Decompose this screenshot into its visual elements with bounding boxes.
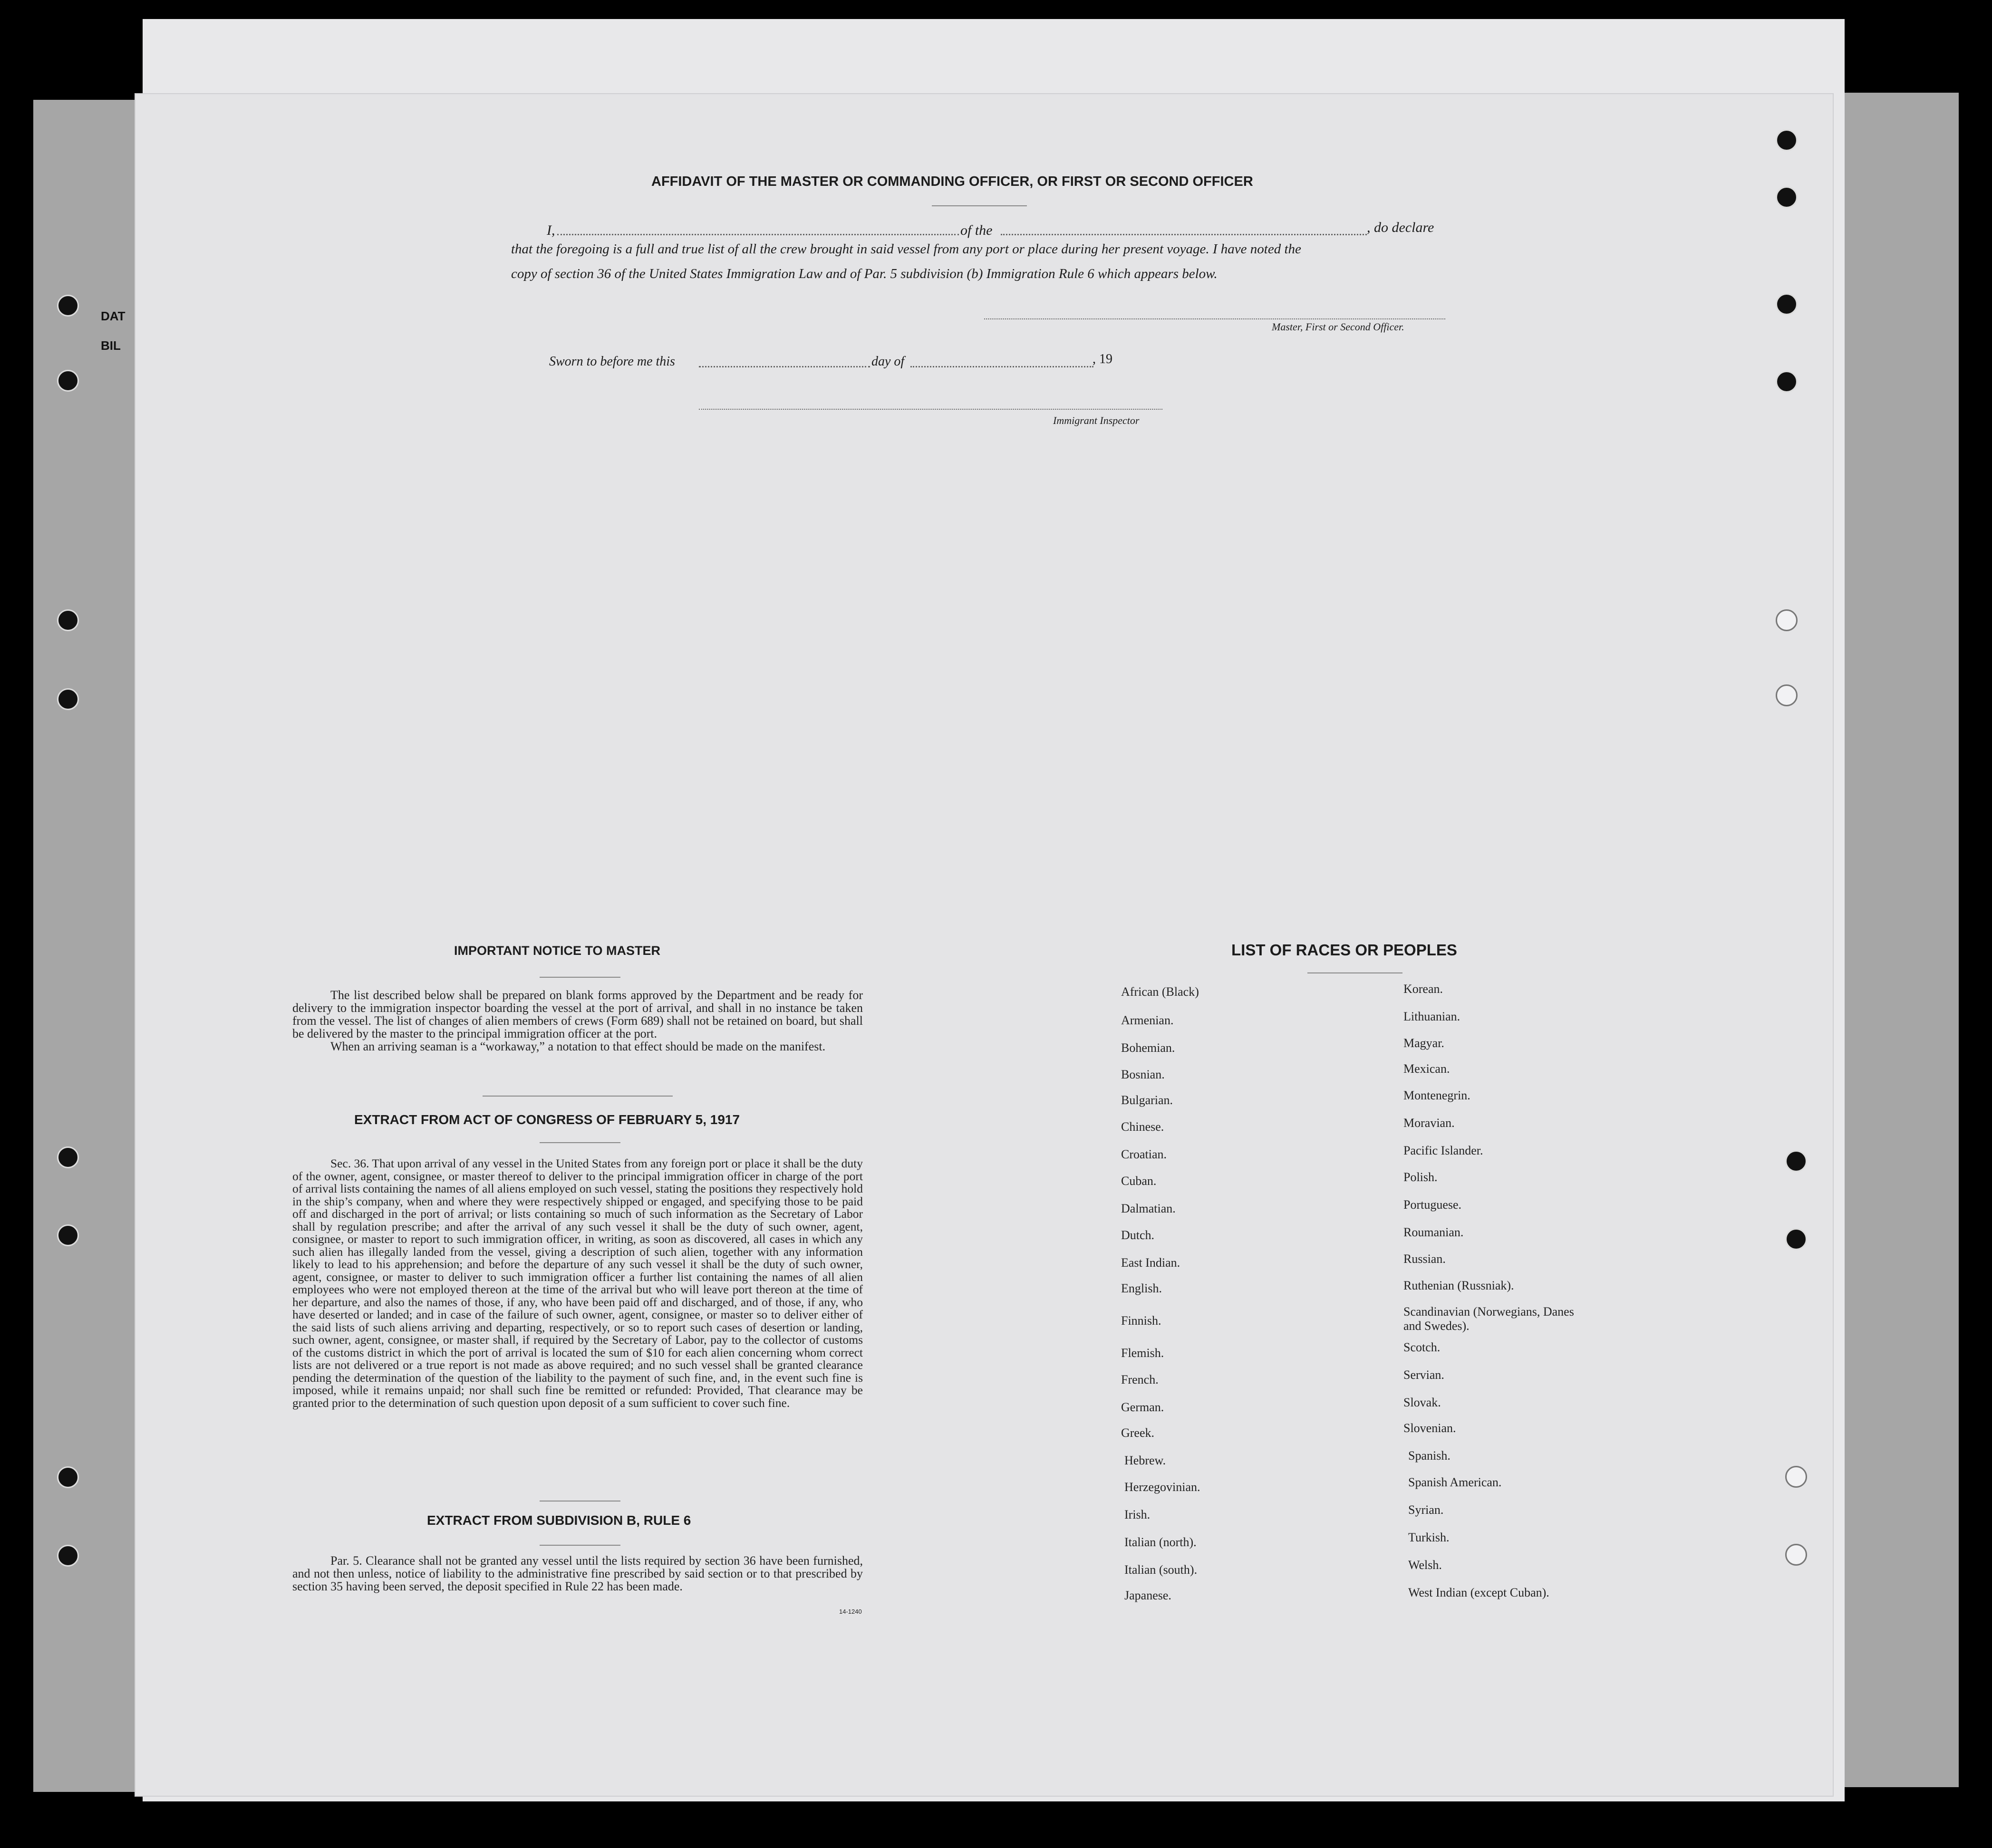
binder-right-edge: [1845, 93, 1959, 1787]
master-signature-field[interactable]: [984, 318, 1445, 319]
binder-hole-icon: [57, 1146, 79, 1168]
race-item: Chinese.: [1121, 1120, 1164, 1134]
extract-rule-divider: [540, 1501, 620, 1502]
affidavit-title: AFFIDAVIT OF THE MASTER OR COMMANDING OFFICER, OR FIRST OR SECOND OFFICER: [651, 174, 1253, 189]
edge-tab-text-1: DAT: [101, 309, 126, 323]
binder-hole-icon: [57, 370, 79, 392]
race-item: Dalmatian.: [1121, 1202, 1176, 1215]
binder-hole-icon: [1785, 1544, 1807, 1566]
binder-hole-icon: [1776, 371, 1798, 393]
notice-paragraph-2: When an arriving seaman is a “workaway,” a notation to that effect should be made on the manifest.: [330, 1040, 826, 1053]
master-signature-label: Master, First or Second Officer.: [1272, 321, 1404, 333]
race-item: Korean.: [1403, 982, 1443, 996]
binder-hole-icon: [57, 609, 79, 631]
form-number: 14-1240: [839, 1608, 862, 1615]
master-name-field[interactable]: [557, 234, 959, 235]
race-item: Scotch.: [1403, 1340, 1441, 1354]
binder-hole-icon: [57, 1545, 79, 1567]
race-item: African (Black): [1121, 985, 1199, 999]
race-item: Herzegovinian.: [1124, 1480, 1200, 1494]
race-item: Spanish American.: [1408, 1475, 1502, 1489]
race-item: Welsh.: [1408, 1558, 1442, 1572]
affidavit-title-rule: [932, 205, 1027, 206]
races-title: LIST OF RACES OR PEOPLES: [1231, 941, 1457, 959]
affidavit-line-3: copy of section 36 of the United States Immigration Law and of Par. 5 subdivision (b) Immigration Rule 6 which appears below.: [511, 266, 1218, 281]
race-item: Bosnian.: [1121, 1068, 1165, 1081]
inspector-label: Immigrant Inspector: [1053, 414, 1140, 426]
sworn-day-field[interactable]: [699, 366, 870, 367]
race-item: English.: [1121, 1281, 1162, 1295]
affidavit-i-label: I,: [547, 222, 555, 238]
race-item: Bulgarian.: [1121, 1093, 1173, 1107]
race-item: Finnish.: [1121, 1314, 1161, 1328]
extract-act-title: EXTRACT FROM ACT OF CONGRESS OF FEBRUARY 5, 1917: [354, 1112, 740, 1127]
binder-hole-icon: [1776, 129, 1798, 151]
race-item: Magyar.: [1403, 1036, 1444, 1050]
race-item: Mexican.: [1403, 1062, 1450, 1076]
extract-rule-text: [292, 1554, 863, 1593]
notice-paragraph-1: The list described below shall be prepared on blank forms approved by the Department and be ready for delivery to the immigration inspector boarding the vessel at the port of arrival, and shall in no instance be taken from the vessel. The list of changes of alien members of crews (Form 689) shall not be retained on board, but shall be delivered by the master to the principal immigration officer at the port.: [292, 988, 863, 1040]
vessel-name-field[interactable]: [1001, 234, 1367, 235]
notice-title: IMPORTANT NOTICE TO MASTER: [454, 943, 660, 958]
race-item: Pacific Islander.: [1403, 1144, 1483, 1157]
binder-hole-icon: [1776, 684, 1798, 706]
binder-hole-icon: [1785, 1466, 1807, 1488]
race-item: Slovenian.: [1403, 1421, 1456, 1435]
notice-title-rule: [540, 977, 620, 978]
race-item: French.: [1121, 1373, 1159, 1386]
race-item: Bohemian.: [1121, 1041, 1175, 1055]
race-item: Polish.: [1403, 1170, 1438, 1184]
race-item: Irish.: [1124, 1508, 1151, 1521]
race-item: West Indian (except Cuban).: [1408, 1586, 1549, 1599]
race-item: Japanese.: [1124, 1588, 1171, 1602]
sworn-month-field[interactable]: [910, 366, 1093, 367]
inspector-signature-field[interactable]: [699, 409, 1162, 410]
race-item: Servian.: [1403, 1368, 1444, 1382]
race-item: Flemish.: [1121, 1346, 1164, 1360]
binder-hole-icon: [57, 1466, 79, 1488]
binder-hole-icon: [1776, 609, 1798, 631]
extract-rule-title: EXTRACT FROM SUBDIVISION B, RULE 6: [427, 1513, 691, 1528]
race-item: Roumanian.: [1403, 1225, 1464, 1239]
notice-text: [292, 989, 863, 1053]
par-5-text: Par. 5. Clearance shall not be granted any vessel until the lists required by section 36 have been furnished, and not then unless, notice of liability to the administrative fine prescribed by said section or to that prescribed by section 35 having been served, the deposit specified in Rule 22 has been made.: [292, 1554, 863, 1593]
race-item: Cuban.: [1121, 1174, 1157, 1188]
race-item: East Indian.: [1121, 1256, 1180, 1270]
extract-act-title-rule: [540, 1142, 620, 1143]
race-item: Spanish.: [1408, 1449, 1450, 1463]
binder-hole-icon: [1785, 1150, 1807, 1172]
race-item: Armenian.: [1121, 1013, 1174, 1027]
binder-hole-icon: [57, 1224, 79, 1246]
race-item: Italian (south).: [1124, 1563, 1198, 1577]
race-item: Turkish.: [1408, 1530, 1450, 1544]
race-item: Scandinavian (Norwegians, Danes and Swedes).: [1403, 1305, 1574, 1333]
year-label: , 19: [1093, 352, 1112, 366]
race-item: Montenegrin.: [1403, 1088, 1470, 1102]
form-page: [135, 94, 1833, 1796]
race-item: German.: [1121, 1400, 1164, 1414]
notice-divider: [483, 1096, 673, 1097]
race-item: Moravian.: [1403, 1116, 1455, 1130]
race-item: Russian.: [1403, 1252, 1446, 1266]
day-of-label: day of: [871, 354, 905, 369]
binder-hole-icon: [1785, 1228, 1807, 1250]
race-item: Croatian.: [1121, 1147, 1167, 1161]
affidavit-do-declare: , do declare: [1367, 220, 1434, 235]
edge-tab-text-2: BIL: [101, 338, 121, 353]
affidavit-of-the-label: of the: [960, 222, 993, 238]
race-item: Italian (north).: [1124, 1535, 1197, 1549]
race-item: Portuguese.: [1403, 1198, 1462, 1212]
race-item: Syrian.: [1408, 1503, 1444, 1517]
sworn-label: Sworn to before me this: [549, 354, 675, 369]
binder-hole-icon: [1776, 186, 1798, 208]
race-item: Hebrew.: [1124, 1453, 1166, 1467]
race-item: Greek.: [1121, 1426, 1155, 1440]
section-36-text: Sec. 36. That upon arrival of any vessel in the United States from any foreign port or place it shall be the duty of the owner, agent, consignee, or master thereof to deliver to the principal immigration officer in charge of the port of arrival lists containing the names of all aliens employed on such vessel, stating the positions they respectively hold in the ship’s company, when and where they were respectively shipped or engaged, and specifying those to be paid off and discharged in the port of arrival; or lists containing so much of such information as the Secretary of Labor shall by regulation prescribe; and after the arrival of any such vessel it shall be the duty of such owner, agent, consignee, or master to report to such immigration officer, in writing, as soon as discovered, all cases in which any such alien has illegally landed from the vessel, giving a description of such alien, together with any information likely to lead to his apprehension; and before the departure of any such vessel it shall be the duty of such owner, agent, consignee, or master to deliver to such immigration officer a further list containing the names of all alien employees who were not employed thereon at the time of the arrival but who will leave port thereon at the time of her departure, and also the names of those, if any, who have been paid off and discharged, and of those, if any, who have deserted or landed; and in case of the failure of such owner, agent, consignee, or master so to deliver either of the said lists of such aliens arriving and departing, respectively, or so to report such cases of desertion or landing, such owner, agent, consignee, or master shall, if required by the Secretary of Labor, pay to the collector of customs of the customs district in which the port of arrival is located the sum of $10 for each alien concerning whom correct lists are not delivered or a true report is not made as above required; and no such vessel shall be granted clearance pending the determination of the question of the liability to the payment of such fine, and, in the event such fine is imposed, while it remains unpaid; nor shall such fine be remitted or refunded: Provided, That clearance may be granted prior to the determination of such question upon deposit of a sum sufficient to cover such fine.: [292, 1156, 863, 1410]
race-item: Slovak.: [1403, 1396, 1441, 1409]
extract-rule-title-rule: [540, 1545, 620, 1546]
binder-hole-icon: [57, 295, 79, 317]
race-item: Ruthenian (Russniak).: [1403, 1279, 1514, 1292]
binder-hole-icon: [1776, 293, 1798, 315]
affidavit-line-2: that the foregoing is a full and true list of all the crew brought in said vessel from any port or place during her present voyage. I have noted the: [511, 241, 1301, 257]
race-item: Lithuanian.: [1403, 1010, 1460, 1023]
races-title-rule: [1307, 972, 1402, 973]
binder-hole-icon: [57, 688, 79, 710]
race-item: Dutch.: [1121, 1228, 1155, 1242]
extract-act-text: [292, 1157, 863, 1409]
